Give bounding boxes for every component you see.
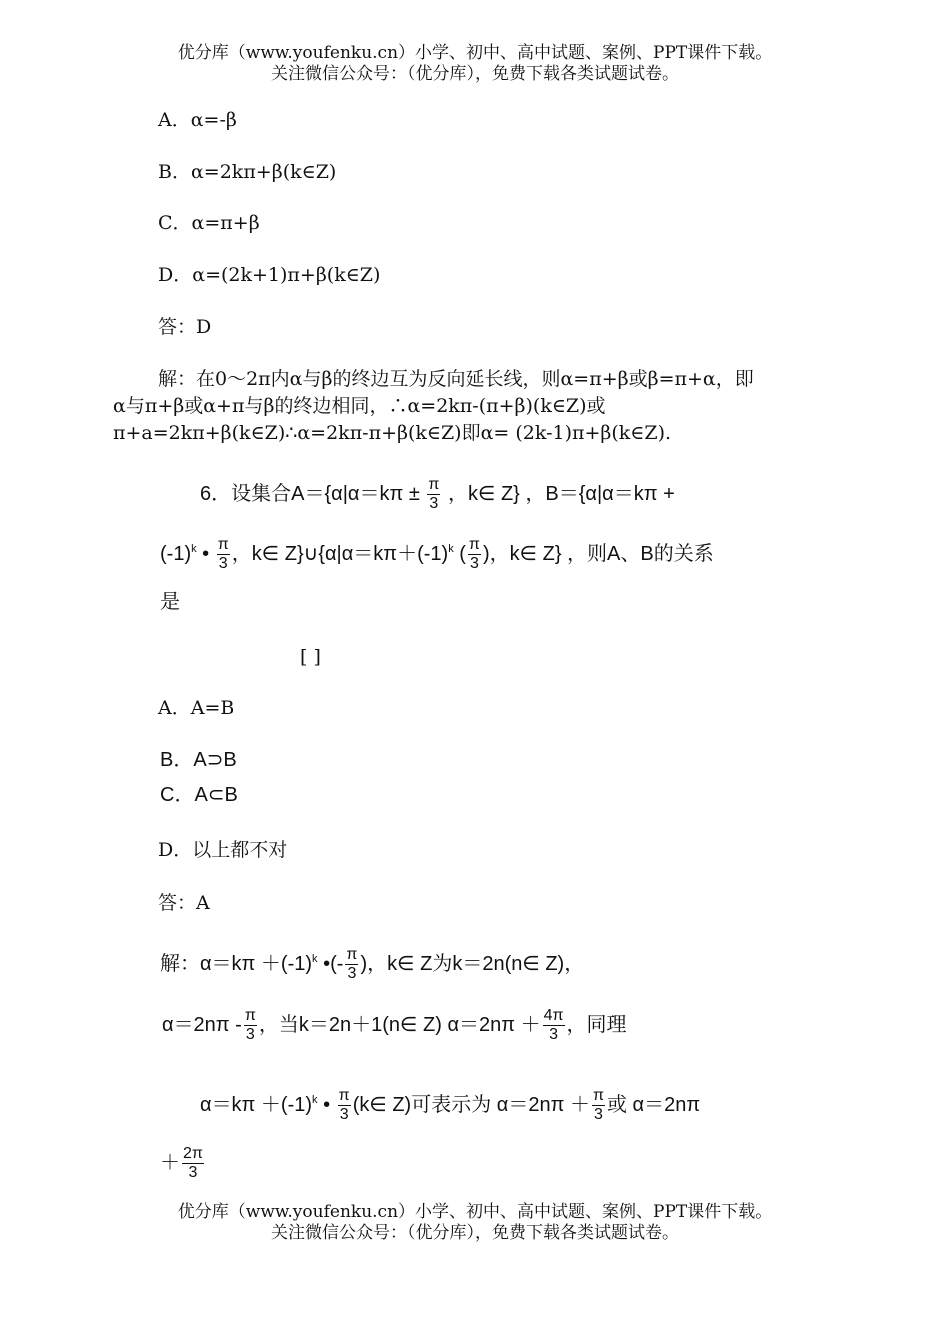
- footer-line-2: 关注微信公众号：（优分库），免费下载各类试题试卷。: [271, 1223, 679, 1243]
- q6-solution-line-2: [162, 1007, 627, 1044]
- fraction-numerator: π: [428, 476, 440, 493]
- q6-option-a: A．A=B: [158, 697, 235, 719]
- fraction-pi-over-3: [345, 946, 358, 983]
- q6-stem-text: (: [453, 542, 466, 565]
- fraction-numerator: π: [244, 1007, 256, 1024]
- fraction-2pi-over-3: [182, 1145, 204, 1182]
- fraction-denominator: 3: [427, 494, 440, 513]
- footer-line-1: 优分库（www.youfenku.cn）小学、初中、高中试题、案例、PPT课件下载。: [177, 1202, 773, 1222]
- q6-solution-line-4: [160, 1145, 206, 1182]
- q6-solution-line-3: [200, 1087, 700, 1124]
- exponent-k: k: [312, 1094, 318, 1107]
- exponent-k: k: [191, 543, 197, 556]
- fraction-numerator: 4π: [543, 1007, 564, 1024]
- q6-stem-line-3: 是: [160, 591, 180, 613]
- q6-stem-text: 6．设集合A＝{α|α＝kπ ±: [200, 482, 420, 505]
- q6-stem-text: )，k∈ Z} ，则A、B的关系: [482, 542, 714, 565]
- q6-solution-text: )，k∈ Z为k＝2n(n∈ Z)，: [360, 952, 585, 975]
- q6-solution-text: •: [317, 1093, 331, 1116]
- fraction-numerator: π: [346, 946, 358, 963]
- q6-stem-line-2: [160, 536, 714, 573]
- exponent-k: k: [312, 953, 318, 966]
- q5-option-a: A．α=-β: [158, 109, 237, 131]
- fraction-numerator: π: [338, 1087, 350, 1104]
- fraction-denominator: 3: [244, 1025, 257, 1044]
- q5-solution-line-1: 解：在0～2π内α与β的终边互为反向延长线，则α=π+β或β=π+α，即: [158, 368, 754, 390]
- q6-option-c: C．A⊂B: [160, 784, 238, 806]
- q6-stem-line-1: [200, 476, 675, 513]
- header-line-2: 关注微信公众号：（优分库），免费下载各类试题试卷。: [271, 64, 679, 84]
- exponent-k: k: [448, 543, 454, 556]
- fraction-numerator: 2π: [183, 1145, 203, 1162]
- header-line-1: 优分库（www.youfenku.cn）小学、初中、高中试题、案例、PPT课件下载。: [177, 43, 773, 63]
- q6-solution-text: α＝kπ ＋(-1): [200, 1093, 313, 1116]
- fraction-denominator: 3: [217, 554, 230, 573]
- fraction-pi-over-3: [244, 1007, 257, 1044]
- q5-option-b: B．α=2kπ+β(k∈Z): [158, 161, 337, 183]
- q6-stem-text: ，k∈ Z} ，B＝{α|α＝kπ +: [447, 482, 675, 505]
- q6-stem-text: ，k∈ Z}∪{α|α＝kπ＋(-1): [231, 542, 449, 565]
- q6-solution-text: α＝2nπ -: [162, 1013, 242, 1036]
- fraction-pi-over-3: [427, 476, 440, 513]
- q6-solution-line-1: [160, 946, 584, 983]
- fraction-pi-over-3: [217, 536, 230, 573]
- q6-solution-text: 解：α＝kπ ＋(-1): [160, 952, 313, 975]
- fraction-denominator: 3: [543, 1025, 565, 1044]
- fraction-pi-over-3: [338, 1087, 351, 1124]
- q5-option-d: D．α=(2k+1)π+β(k∈Z): [158, 264, 381, 286]
- q6-solution-text: ＋: [160, 1151, 180, 1174]
- q6-solution-text: ，同理: [566, 1013, 627, 1036]
- q5-answer: 答：D: [158, 316, 212, 338]
- q6-answer: 答：A: [158, 892, 210, 914]
- fraction-denominator: 3: [338, 1105, 351, 1124]
- fraction-numerator: π: [217, 536, 229, 553]
- answer-bracket: [ ]: [300, 646, 321, 668]
- q6-solution-text: 或 α＝2nπ: [607, 1093, 701, 1116]
- q6-stem-text: (-1): [160, 542, 192, 565]
- fraction-numerator: π: [468, 536, 480, 553]
- q6-solution-text: (k∈ Z)可表示为 α＝2nπ ＋: [352, 1093, 590, 1116]
- fraction-denominator: 3: [345, 964, 358, 983]
- q6-option-b: B．A⊃B: [160, 749, 237, 771]
- q5-solution-line-3: π+a=2kπ+β(k∈Z)∴α=2kπ-π+β(k∈Z)即α= (2k-1)π+β(k∈Z).: [113, 422, 672, 444]
- q6-solution-text: ，当k＝2n＋1(n∈ Z) α＝2nπ ＋: [258, 1013, 541, 1036]
- fraction-denominator: 3: [468, 554, 481, 573]
- q6-option-d: D．以上都不对: [158, 839, 288, 861]
- fraction-pi-over-3: [468, 536, 481, 573]
- fraction-denominator: 3: [182, 1163, 204, 1182]
- q6-stem-text: •: [196, 542, 210, 565]
- q6-solution-text: •(-: [317, 952, 344, 975]
- fraction-pi-over-3: [592, 1087, 605, 1124]
- fraction-4pi-over-3: [543, 1007, 565, 1044]
- fraction-numerator: π: [592, 1087, 604, 1104]
- fraction-denominator: 3: [592, 1105, 605, 1124]
- q5-solution-line-2: α与π+β或α+π与β的终边相同，∴α=2kπ-(π+β)(k∈Z)或: [113, 395, 606, 417]
- q5-option-c: C．α=π+β: [158, 212, 260, 234]
